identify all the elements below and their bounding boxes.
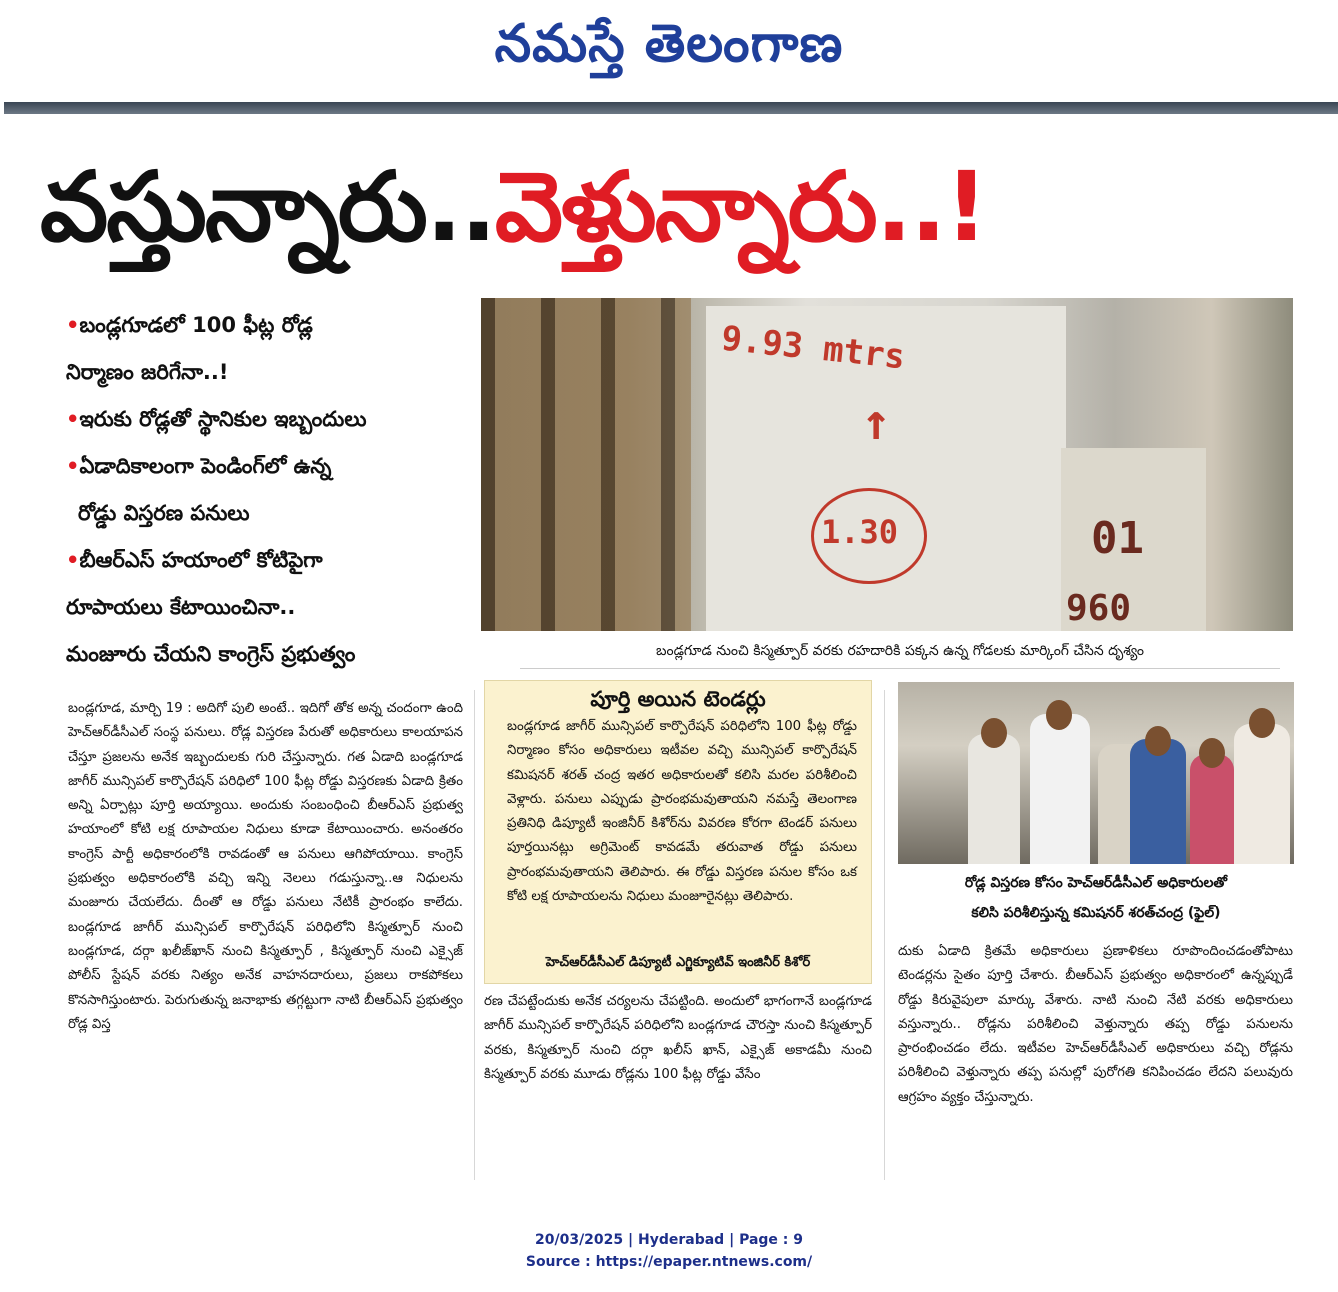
person-figure	[968, 734, 1020, 864]
bullet-line: •ఇరుకు రోడ్లతో స్థానికుల ఇబ్బందులు	[66, 407, 367, 431]
bullet-dot-icon: •	[66, 548, 80, 572]
article-text: దుకు ఏడాది క్రితమే అధికారులు ప్రణాళికలు రూపొందించడంతోపాటు టెండర్లను సైతం పూర్తి చేశారు. బీఆర్‌ఎస్ ప్రభుత్వం అధికారంలో ఉన్నప్పుడే రోడ్డు కిరువైపులా మార్కు వేశారు. నాటి నుంచి నేటి వరకు అధికారులు వస్తున్నారు.. రోడ్లను పరిశీలించి వెళ్తున్నారు తప్ప రోడ్డు పనులను ప్రారంభించడం లేదు. ఇటీవల హెచ్‌ఆర్‌డీసీఎల్ అధికారులు వచ్చి రోడ్లను పరిశీలించి వెళ్తున్నారు తప్ప పనుల్లో పురోగతి కనిపించడం లేదని పలువురు ఆగ్రహం వ్యక్తం చేస్తున్నారు.	[898, 944, 1293, 1105]
marking-text: 01	[1091, 513, 1144, 564]
person-head	[1046, 700, 1072, 730]
bullet-dot-icon: •	[66, 407, 80, 431]
footer-date-line: 20/03/2025 | Hyderabad | Page : 9	[534, 1232, 804, 1248]
marking-text: 9.93 mtrs	[719, 318, 907, 378]
caption-line: రోడ్ల విస్తరణ కోసం హెచ్‌ఆర్‌డీసీఎల్ అధికారులతో	[964, 875, 1228, 891]
masthead-logo: నమస్తే తెలంగాణ	[494, 13, 844, 74]
marking-arrow: ↑	[861, 393, 892, 451]
person-head	[981, 718, 1007, 748]
bullet-line: రూపాయలు కేటాయించినా..	[66, 595, 296, 619]
iron-gate	[481, 298, 691, 631]
person-head	[1249, 708, 1275, 738]
bullet-dot-icon: •	[66, 454, 80, 478]
summary-bullets	[66, 302, 466, 678]
person-figure	[1234, 724, 1290, 864]
footer-source-line: Source : https://epaper.ntnews.com/	[525, 1254, 813, 1270]
person-head	[1199, 738, 1225, 768]
headline-part2: వెళ్తున్నారు..!	[494, 151, 987, 263]
tenders-box-title: పూర్తి అయిన టెండర్లు	[590, 687, 766, 711]
tenders-box-body	[507, 715, 857, 909]
article-text: బండ్లగూడ, మార్చి 19 : అదిగో పులి అంటే.. ఇదిగో తోక అన్న చందంగా ఉంది హెచ్‌ఆర్‌డీసీఎల్ సంస్థ పనులు. రోడ్ల విస్తరణ పేరుతో అధికారులు కాలయాపన చేస్తూ ప్రజలను అనేక ఇబ్బందులకు గురి చేస్తున్నారు. గత ఏడాది బండ్లగూడ జాగీర్ మున్సిపల్ కార్పొరేషన్ పరిధిలో 100 ఫీట్ల రోడ్డు విస్తరణకు ఏడాది క్రితం అన్ని ఏర్పాట్లు పూర్తి అయ్యాయి. అందుకు సంబంధించి బీఆర్‌ఎస్ ప్రభుత్వ హయాంలో కోటి లక్ష రూపాయల నిధులు కూడా కేటాయించారు. అనంతరం కాంగ్రెస్ పార్టీ అధికారంలోకి రావడంతో ఆ పనులు ఆగిపోయాయి. కాంగ్రెస్ ప్రభుత్వం అధికారంలోకి వచ్చి ఇన్ని నెలలు గడుస్తున్నా..ఆ నిధులను మంజూరు చేయలేదు. దీంతో ఆ రోడ్డు పనులు నేటికీ ప్రారంభం కాలేదు. బండ్లగూడ జాగీర్ మున్సిపల్ కార్పొరేషన్ పరిధిలోని కిస్మత్పూర్ నుంచి బండ్లగూడ, దర్గా ఖలీజ్‌ఖాన్ నుంచి కిస్మత్పూర్ , కిస్మత్పూర్ నుంచి ఎక్సైజ్ పోలీస్ స్టేషన్ వరకు నిత్యం అనేక వాహనదారులు, ప్రజలు రాకపోకలు కొనసాగిస్తుంటారు. పెరుగుతున్న జనాభాకు తగ్గట్టుగా నాటి బీఆర్‌ఎస్ ప్రభుత్వం రోడ్ల విస్త	[68, 701, 463, 1032]
page-footer	[0, 1229, 1338, 1273]
bullet-line: రోడ్డు విస్తరణ పనులు	[78, 501, 250, 525]
bullet-line: •బీఆర్‌ఎస్ హయాంలో కోటిపైగా	[66, 548, 323, 572]
article-column-right	[898, 940, 1293, 1110]
main-photo-wall-marking	[481, 298, 1293, 631]
column-divider	[474, 690, 475, 1180]
person-head	[1145, 726, 1171, 756]
bullet-line: మంజూరు చేయని కాంగ్రెస్ ప్రభుత్వం	[66, 642, 356, 666]
inspection-photo-caption	[898, 868, 1294, 928]
tenders-box	[484, 680, 872, 984]
caption-line: కలిసి పరిశీలిస్తున్న కమిషనర్ శరత్‌చంద్ర (ఫైల్)	[971, 905, 1221, 921]
caption-divider	[520, 668, 1280, 669]
bullet-dot-icon: •	[66, 313, 80, 337]
article-column-middle	[484, 990, 872, 1087]
headline-part1: వస్తున్నారు..	[40, 151, 495, 263]
main-photo-caption: బండ్లగూడ నుంచి కిస్మత్పూర్ వరకు రహదారికి పక్కన ఉన్న గోడలకు మార్కింగ్ చేసిన దృశ్యం	[655, 643, 1145, 659]
bullet-line: •ఏడాదికాలంగా పెండింగ్‌లో ఉన్న	[66, 454, 332, 478]
marking-text: 1.30	[821, 513, 899, 551]
person-figure	[1190, 754, 1234, 864]
tenders-box-signature: హెచ్‌ఆర్‌డీసీఎల్ డిప్యూటీ ఎగ్జిక్యూటివ్ ఇంజినీర్ కిశోర్	[545, 955, 811, 970]
person-figure	[1030, 714, 1090, 864]
article-column-left	[68, 697, 463, 1037]
person-figure	[1130, 739, 1186, 864]
masthead-rule	[4, 102, 1338, 114]
box-text: బండ్లగూడ జాగీర్ మున్సిపల్ కార్పొరేషన్ పరిధిలోని 100 ఫీట్ల రోడ్డు నిర్మాణం కోసం అధికారులు ఇటీవల వచ్చి మున్సిపల్ కార్పొరేషన్ కమిషనర్ శరత్ చంద్ర ఇతర అధికారులతో కలిసి మరల పరిశీలించి వెళ్లారు. పనులు ఎప్పుడు ప్రారంభమవుతాయని నమస్తే తెలంగాణ ప్రతినిధి డిప్యూటీ ఇంజినీర్ కిశోర్‌ను వివరణ కోరగా టెండర్ పనులు పూర్తయినట్లు అగ్రిమెంట్ కావడమే తరువాత రోడ్డు పనులు ప్రారంభమవుతాయని తెలిపారు. ఈ రోడ్డు విస్తరణ పనుల కోసం ఒక కోటి లక్ష రూపాయలను నిధులు మంజూరైనట్లు తెలిపారు.	[507, 719, 857, 905]
article-text: రణ చేపట్టేందుకు అనేక చర్యలను చేపట్టింది. అందులో భాగంగానే బండ్లగూడ జాగీర్ మున్సిపల్ కార్పొరేషన్ పరిధిలోని బండ్లగూడ చౌరస్తా నుంచి కిస్మత్పూర్ వరకు, కిస్మత్పూర్ నుంచి దర్గా ఖలీస్ ఖాన్, ఎక్సైజ్ అకాడమీ నుంచి కిస్మత్పూర్ వరకు మూడు రోడ్లను 100 ఫీట్ల రోడ్డు వేసేం	[484, 994, 872, 1082]
column-divider	[884, 690, 885, 1180]
marking-text: 960	[1066, 588, 1132, 629]
bullet-line: నిర్మాణం జరిగేనా..!	[66, 360, 229, 384]
headline	[40, 128, 1320, 286]
inspection-photo	[898, 682, 1294, 864]
bullet-line: •బండ్లగూడలో 100 ఫీట్ల రోడ్ల	[66, 313, 313, 337]
